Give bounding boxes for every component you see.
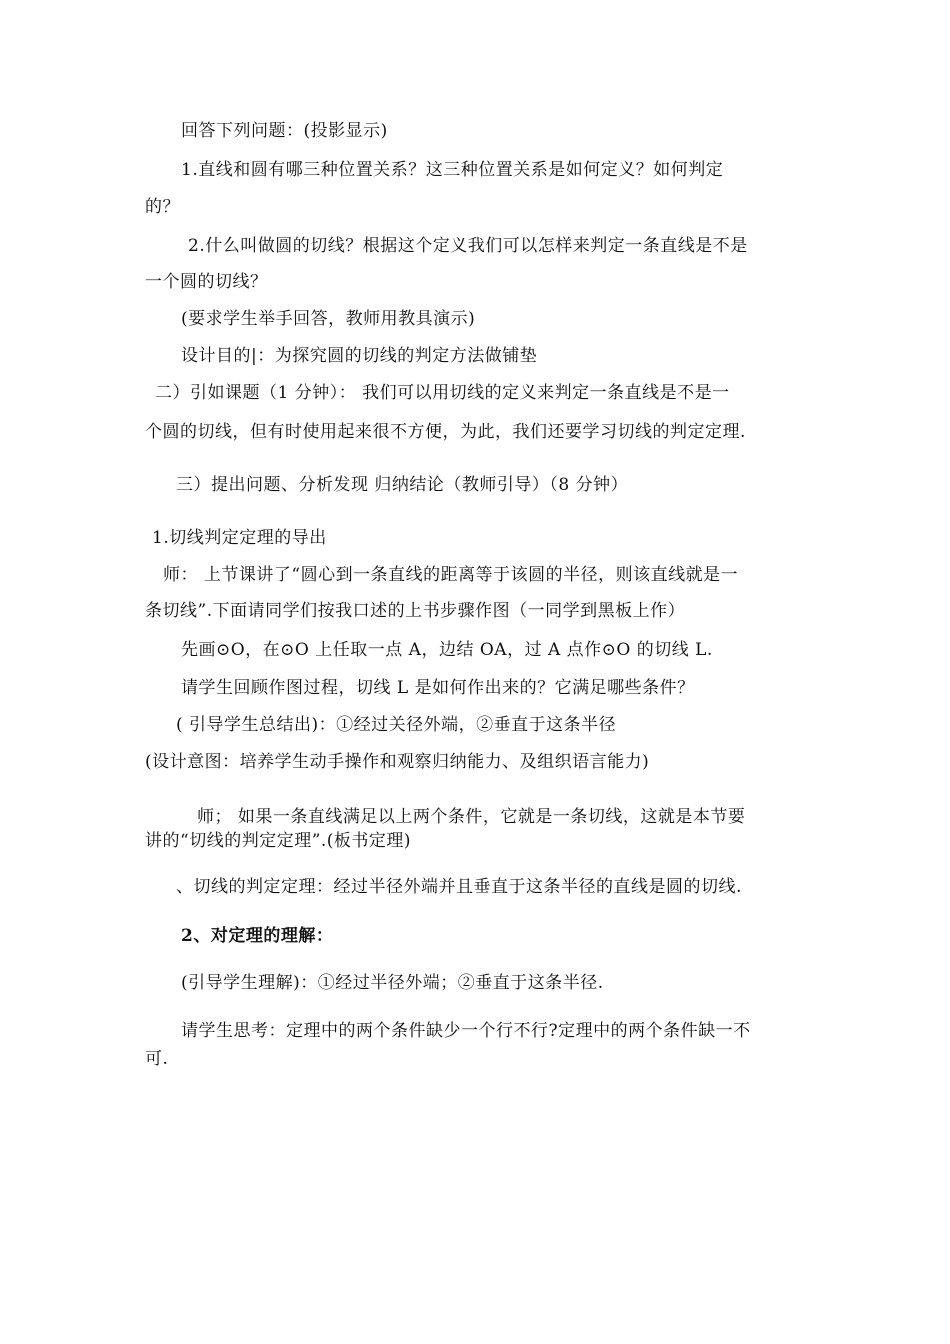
- text-line-15: 请学生回顾作图过程，切线 L 是如何作出来的？它满足哪些条件？: [181, 678, 695, 698]
- text-line-10: 三）提出问题、分析发现 归纳结论（教师引导）（8 分钟）: [176, 475, 629, 495]
- text-line-3: 的？: [145, 197, 180, 217]
- text-line-24: 可.: [145, 1049, 169, 1069]
- text-line-16: ( 引导学生总结出)：①经过关径外端，②垂直于这条半径: [176, 715, 617, 735]
- text-line-6: (要求学生举手回答，教师用教具演示): [181, 309, 476, 329]
- text-line-18: 师； 如果一条直线满足以上两个条件，它就是一条切线，这就是本节要: [197, 807, 746, 827]
- text-line-2: 1.直线和圆有哪三种位置关系？这三种位置关系是如何定义？如何判定: [181, 160, 724, 180]
- text-line-13: 条切线”.下面请同学们按我口述的上书步骤作图（一同学到黑板上作）: [145, 601, 686, 621]
- text-line-12: 师： 上节课讲了“圆心到一条直线的距离等于该圆的半径，则该直线就是一: [163, 565, 739, 585]
- text-line-4: 2.什么叫做圆的切线？根据这个定义我们可以怎样来判定一条直线是不是: [188, 236, 748, 256]
- text-line-8: 二）引如课题（1 分钟）： 我们可以用切线的定义来判定一条直线是不是一: [155, 383, 730, 403]
- text-line-23: 请学生思考：定理中的两个条件缺少一个行不行?定理中的两个条件缺一不: [181, 1021, 751, 1041]
- text-line-11: 1.切线判定定理的导出: [152, 528, 327, 548]
- text-line-9: 个圆的切线，但有时使用起来很不方便，为此，我们还要学习切线的判定定理.: [145, 422, 746, 442]
- text-line-5: 一个圆的切线？: [145, 272, 268, 292]
- text-line-19: 讲的“切线的判定定理”.(板书定理): [145, 831, 412, 851]
- text-line-21: 2、对定理的理解：: [181, 926, 334, 946]
- text-line-20: 、切线的判定定理：经过半径外端并且垂直于这条半径的直线是圆的切线.: [176, 877, 742, 897]
- text-line-7: 设计目的|：为探究圆的切线的判定方法做铺垫: [181, 346, 538, 366]
- text-line-14: 先画⊙O，在⊙O 上任取一点 A，边结 OA，过 A 点作⊙O 的切线 L.: [181, 640, 713, 660]
- text-line-17: (设计意图：培养学生动手操作和观察归纳能力、及组织语言能力): [145, 752, 650, 772]
- text-line-22: (引导学生理解)：①经过半径外端；②垂直于这条半径.: [181, 973, 604, 993]
- text-line-1: 回答下列问题：(投影显示): [181, 121, 388, 141]
